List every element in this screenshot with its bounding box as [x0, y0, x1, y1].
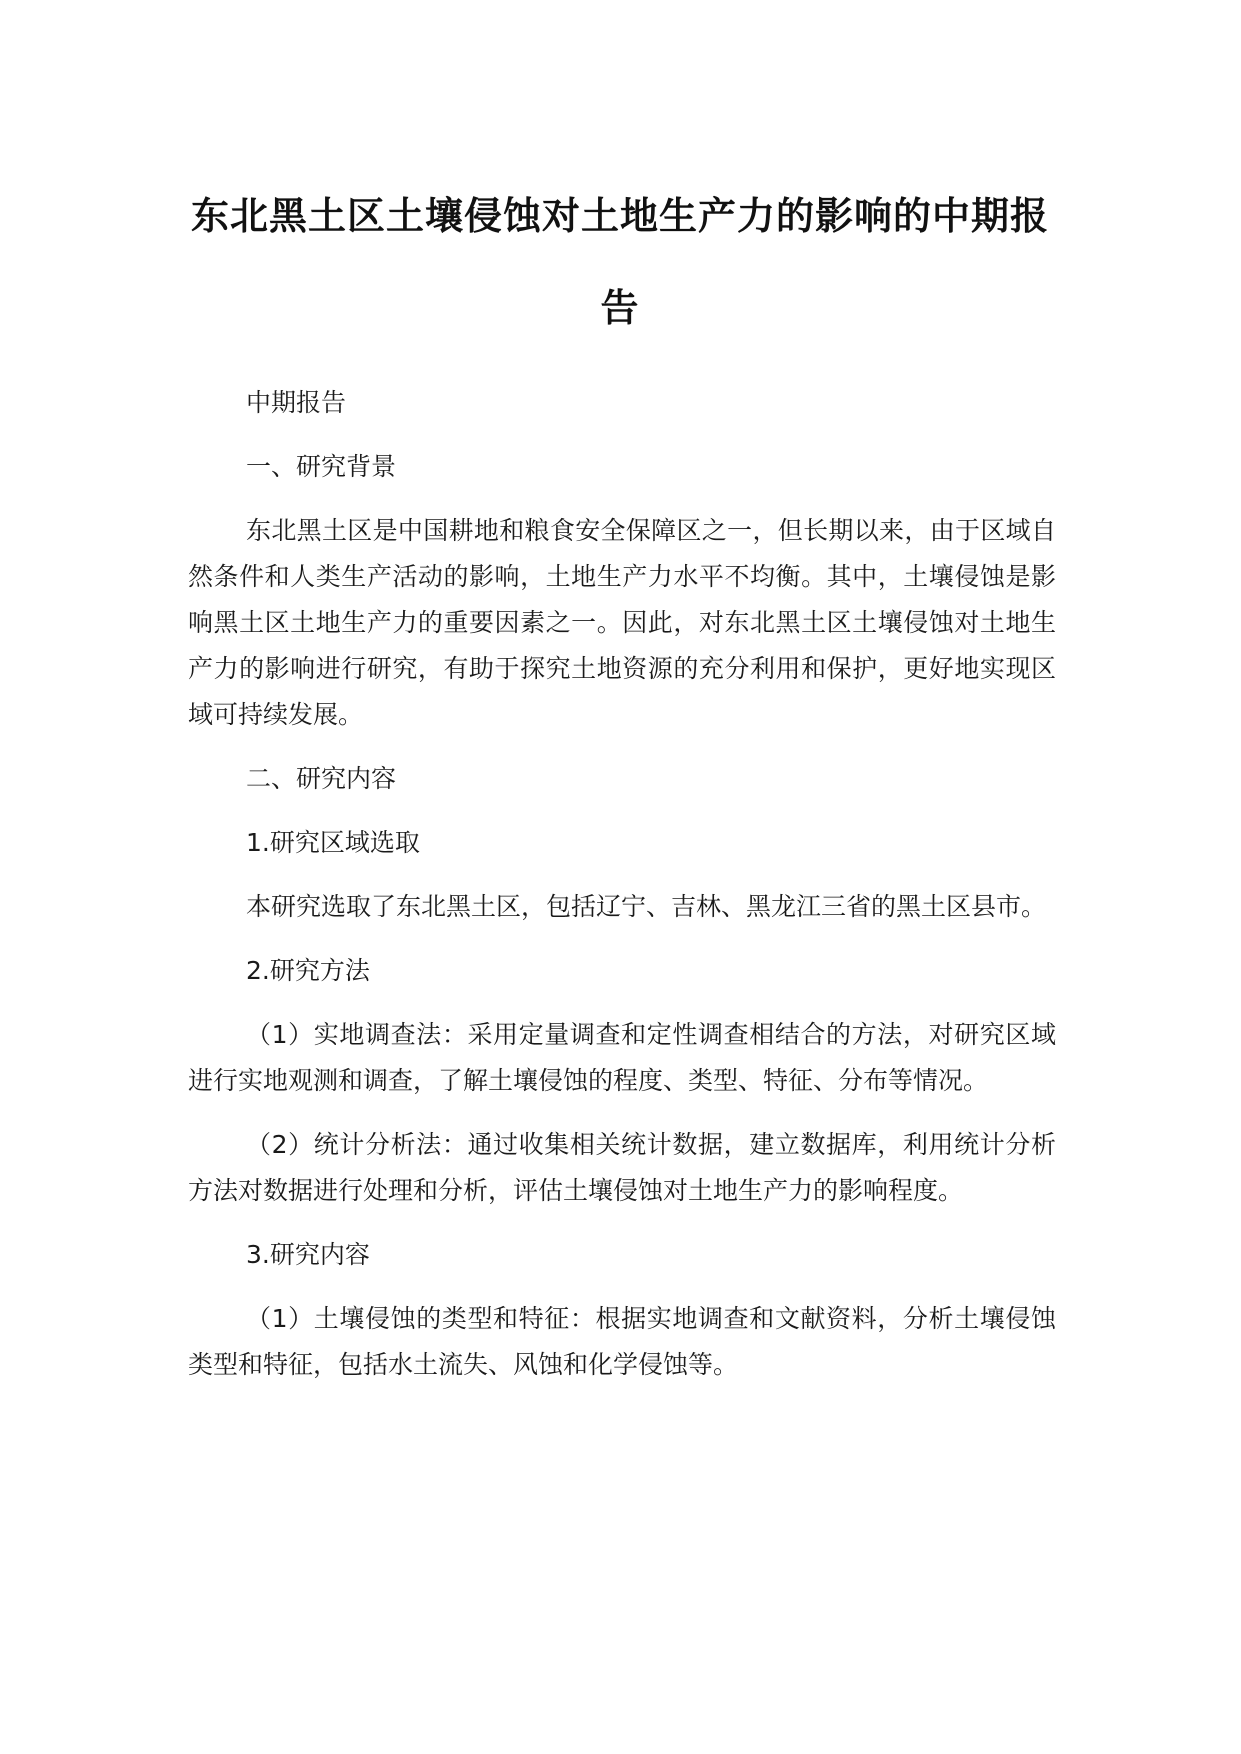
subheading-study-area: 1.研究区域选取 — [246, 828, 420, 857]
document-body — [188, 380, 1056, 1406]
subheading-content: 3.研究内容 — [246, 1240, 370, 1269]
paragraph-study-area: 本研究选取了东北黑土区，包括辽宁、吉林、黑龙江三省的黑土区县市。 — [246, 892, 1047, 921]
document-title: 东北黑土区土壤侵蚀对土地生产力的影响的中期报告 — [190, 194, 1049, 330]
paragraph-erosion-types: （1）土壤侵蚀的类型和特征：根据实地调查和文献资料，分析土壤侵蚀类型和特征，包括水土流失、风蚀和化学侵蚀等。 — [188, 1304, 1056, 1379]
paragraph-field-survey: （1）实地调查法：采用定量调查和定性调查相结合的方法，对研究区域进行实地观测和调查，了解土壤侵蚀的程度、类型、特征、分布等情况。 — [188, 1020, 1056, 1095]
paragraph-statistical-analysis: （2）统计分析法：通过收集相关统计数据，建立数据库，利用统计分析方法对数据进行处理和分析，评估土壤侵蚀对土地生产力的影响程度。 — [188, 1130, 1056, 1205]
subheading-methods: 2.研究方法 — [246, 956, 370, 985]
paragraph-report-label: 中期报告 — [246, 388, 347, 417]
heading-research-background: 一、研究背景 — [246, 452, 397, 481]
heading-research-content: 二、研究内容 — [246, 764, 397, 793]
paragraph-background: 东北黑土区是中国耕地和粮食安全保障区之一，但长期以来，由于区域自然条件和人类生产活动的影响，土地生产力水平不均衡。其中，土壤侵蚀是影响黑土区土地生产力的重要因素之一。因此，对东北黑土区土壤侵蚀对土地生产力的影响进行研究，有助于探究土地资源的充分利用和保护，更好地实现区域可持续发展。 — [188, 516, 1056, 729]
